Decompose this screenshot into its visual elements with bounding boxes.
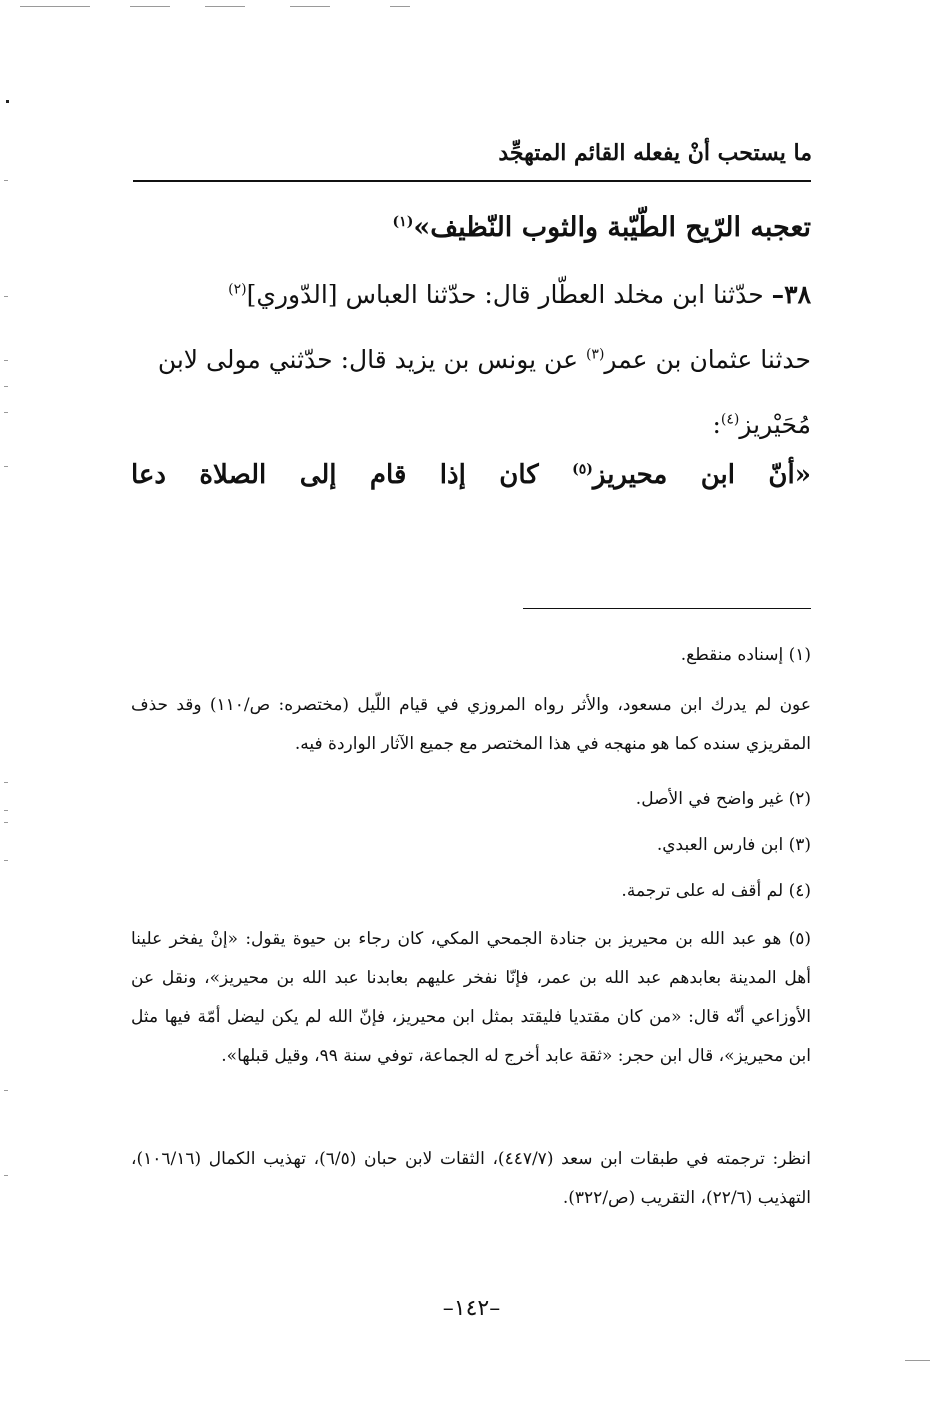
isnad-line-2a: حدثنا عثمان بن عمر — [604, 345, 811, 374]
scan-mark-top-5 — [390, 6, 410, 7]
footnote-separator — [523, 608, 811, 609]
scan-mark-left-4 — [4, 360, 8, 361]
scan-mark-left-10 — [4, 822, 8, 823]
footnote-1: (١) إسناده منقطع. — [680, 645, 811, 665]
isnad-line-2b: عن يونس بن يزيد قال: حدّثني مولى لابن — [157, 345, 586, 374]
footnote-2: (٢) غير واضح في الأصل. — [635, 789, 811, 809]
scan-mark-top-2 — [130, 6, 170, 7]
page-number: –١٤٢– — [442, 1296, 501, 1321]
footnote-ref-4: (٤) — [720, 411, 740, 428]
hadith-line-2 — [131, 345, 811, 375]
running-header: ما يستحب أنْ يفعله القائم المتهجِّد — [498, 140, 812, 166]
footnote-3: (٣) ابن فارس العبدي. — [656, 835, 811, 855]
footnote-ref-3: (٣) — [585, 346, 605, 363]
hadith-matn — [131, 460, 811, 491]
scan-mark-left-6 — [4, 412, 8, 413]
isnad-line-3: مُحَيْريز — [739, 410, 811, 439]
scan-mark-left-13 — [4, 1175, 8, 1176]
footnote-1-detail: عون لم يدرك ابن مسعود، والأثر رواه المروزي في قيام اللّيل (مختصره: ص/١١٠) وقد حذف المقريزي سنده كما هو منهجه في هذا المختصر مع جميع الآثار الواردة فيه. — [131, 695, 811, 754]
scan-mark-left-9 — [4, 810, 8, 811]
footnote-ref-2: (٢) — [228, 281, 247, 298]
footnote-ref-5: (٥) — [572, 461, 593, 478]
scan-mark-top-4 — [290, 6, 330, 7]
scan-mark-right-1 — [905, 1360, 930, 1361]
scan-mark-left-12 — [4, 1090, 8, 1091]
section-title — [131, 212, 811, 244]
scan-mark-left-5 — [4, 386, 8, 387]
scan-mark-left-1 — [6, 100, 9, 103]
isnad-line-1: حدّثنا ابن مخلد العطّار قال: حدّثنا العباس [الدّوري] — [246, 280, 772, 309]
scan-mark-top-3 — [205, 6, 245, 7]
hadith-number: ٣٨– — [771, 280, 811, 309]
scan-mark-left-3 — [4, 296, 8, 297]
isnad-line-3-end: : — [712, 410, 721, 439]
scan-mark-left-8 — [4, 782, 8, 783]
hadith-line-3 — [131, 410, 811, 440]
matn-text-b: كان إذا قام إلى الصلاة دعا — [131, 460, 573, 490]
scan-mark-top-1 — [20, 6, 90, 7]
scan-mark-left-7 — [4, 466, 8, 467]
hadith-line-1 — [131, 280, 811, 310]
matn-text-a: «أنّ ابن محيريز — [592, 460, 811, 490]
footnote-5: (٥) هو عبد الله بن محيريز بن جنادة الجمحي المكي، كان رجاء بن حيوة يقول: «إنْ يفخر علينا أهل المدينة بعابدهم عبد الله بن عمر، فإنّا نفخر عليهم بعابدنا عبد الله بن محيريز»، ونقل عن الأوزاعي أنّه قال: «من كان مقتديا فليقتد بمثل ابن محيريز، فإنّ الله لم يكن ليضل أمّة فيها مثل ابن محيريز»، قال ابن حجر: «ثقة عابد أخرج له الجماعة، توفي سنة ٩٩، وقيل قبلها». — [131, 929, 811, 1066]
header-rule — [133, 180, 811, 182]
footnote-4: (٤) لم أقف له على ترجمة. — [621, 881, 811, 901]
scan-mark-left-2 — [4, 180, 8, 181]
scan-mark-left-11 — [4, 860, 8, 861]
footnote-5-references: انظر: ترجمته في طبقات ابن سعد (٤٤٧/٧)، الثقات لابن حبان (٦/٥)، تهذيب الكمال (١٠٦/١٦)، التهذيب (٢٢/٦)، التقريب (ص/٣٢٢). — [131, 1149, 811, 1208]
section-title-text: تعجبه الرّيح الطّيّبة والثوب النّظيف» — [413, 212, 811, 243]
footnote-ref-1: (١) — [392, 214, 414, 230]
